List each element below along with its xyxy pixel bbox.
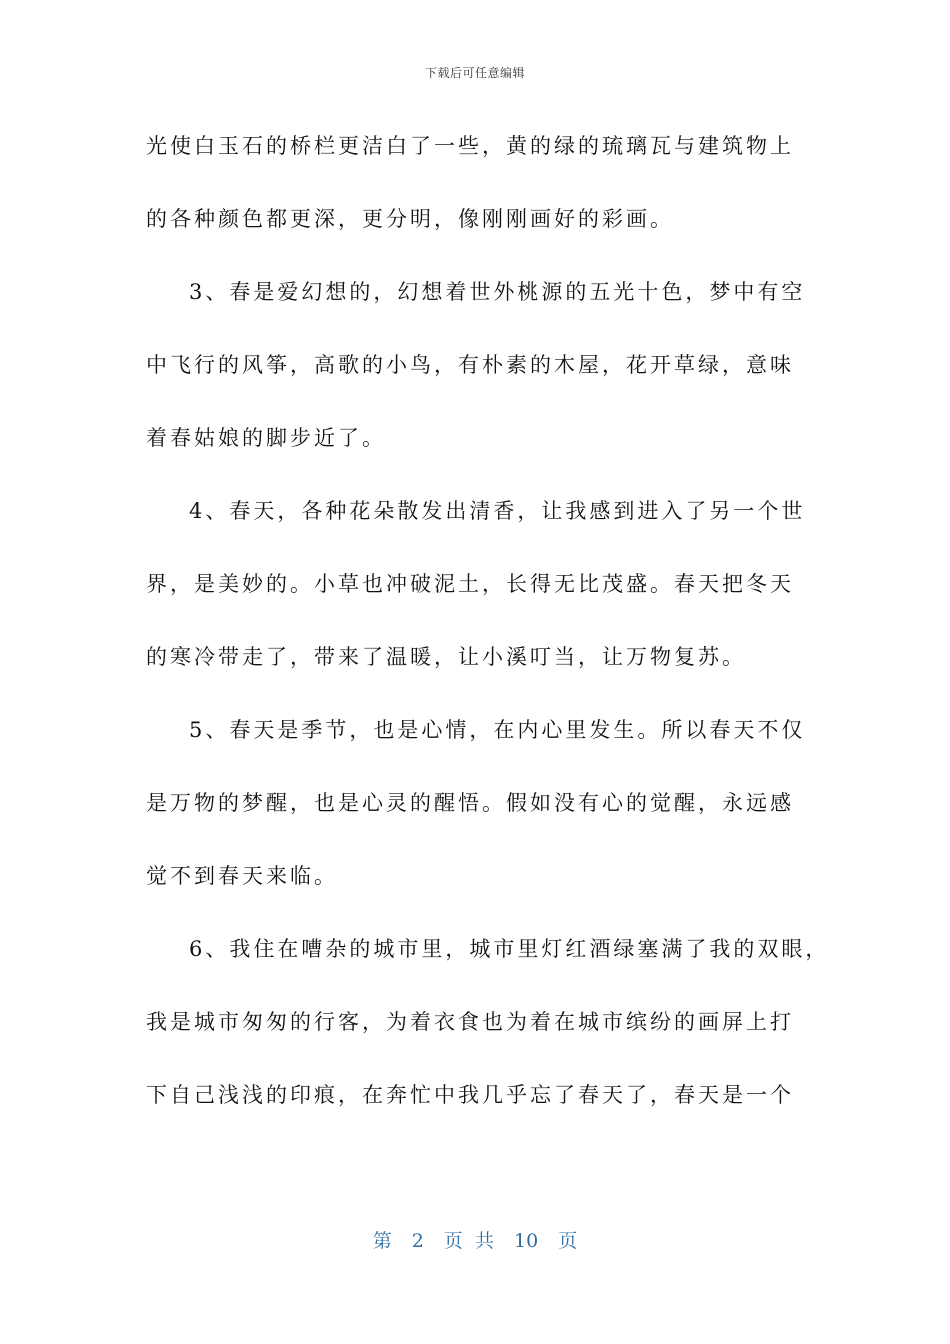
page-number-total: 10 [514,1230,539,1252]
text-line: 6、我住在嘈杂的城市里，城市里灯红酒绿塞满了我的双眼， [189,937,830,961]
text-line: 4、春天，各种花朵散发出清香，让我感到进入了另一个世 [189,499,806,523]
text-line: 光使白玉石的桥栏更洁白了一些，黄的绿的琉璃瓦与建筑物上 [146,134,794,158]
page-number-suffix: 页 [558,1230,578,1252]
text-line: 中飞行的风筝，高歌的小鸟，有朴素的木屋，花开草绿，意味 [146,353,794,377]
page-number-middle: 页 共 [443,1230,494,1252]
text-line: 我是城市匆匆的行客，为着衣食也为着在城市缤纷的画屏上打 [146,1010,794,1034]
text-line: 5、春天是季节，也是心情，在内心里发生。所以春天不仅 [189,718,806,742]
text-line: 下自己浅浅的印痕，在奔忙中我几乎忘了春天了，春天是一个 [146,1083,794,1107]
text-line: 的各种颜色都更深，更分明，像刚刚画好的彩画。 [146,207,674,231]
page-header: 下载后可任意编辑 [424,66,525,80]
text-line: 觉不到春天来临。 [146,864,338,888]
body-text [146,128,830,1150]
text-line: 着春姑娘的脚步近了。 [146,426,386,450]
text-line: 3、春是爱幻想的，幻想着世外桃源的五光十色，梦中有空 [189,280,806,304]
page-number-prefix: 第 [372,1230,392,1252]
page-footer [0,1226,950,1253]
page-number-current: 2 [411,1230,424,1252]
text-line: 是万物的梦醒，也是心灵的醒悟。假如没有心的觉醒，永远感 [146,791,794,815]
text-line: 的寒冷带走了，带来了温暖，让小溪叮当，让万物复苏。 [146,645,746,669]
text-line: 界，是美妙的。小草也冲破泥土，长得无比茂盛。春天把冬天 [146,572,794,596]
